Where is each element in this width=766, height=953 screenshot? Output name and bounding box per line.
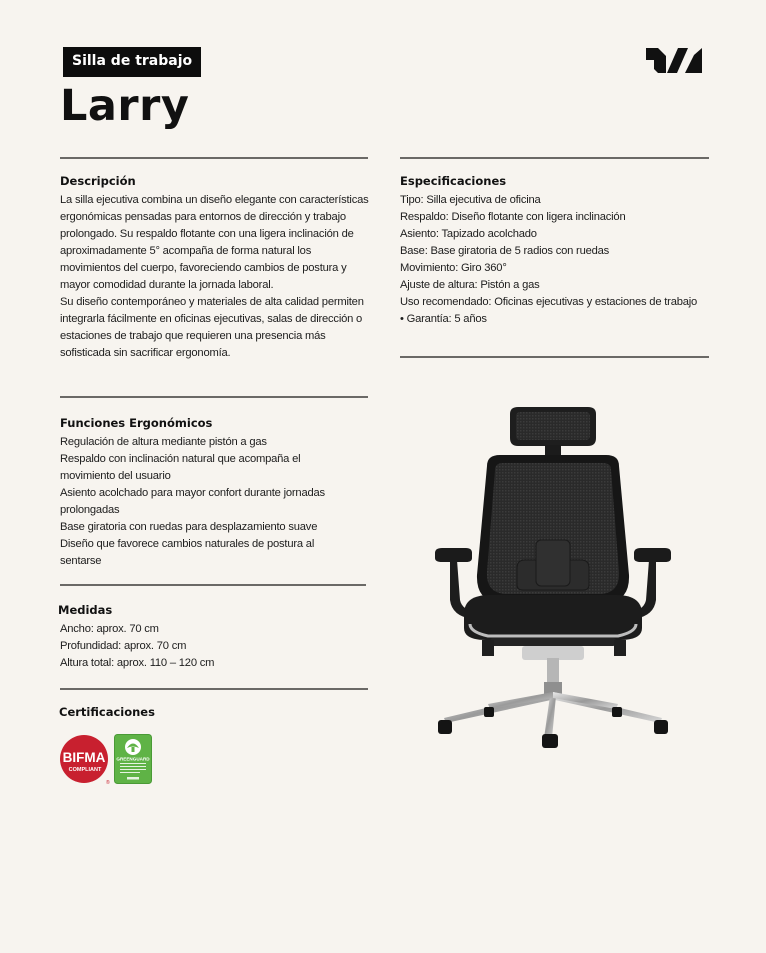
category-badge: Silla de trabajo [63,47,201,77]
bifma-label: BIFMA [62,750,106,765]
medidas-list [60,621,360,672]
spec-item: • Garantía: 5 años [400,313,487,325]
spec-item: Respaldo: Diseño flotante con ligera inclinación [400,211,626,223]
section-title-descripcion: Descripción [60,174,136,188]
funcion-item: Base giratoria con ruedas para desplazamiento suave [60,521,318,533]
divider [60,157,368,159]
section-title-medidas: Medidas [58,603,113,617]
bifma-registered-mark: ® [106,780,110,786]
greenguard-logo [114,734,152,784]
chair-image [430,400,676,760]
brand-logo-icon [646,48,702,73]
spec-item: Asiento: Tapizado acolchado [400,228,537,240]
product-title: Larry [60,81,190,131]
divider [60,396,368,398]
bifma-compliant-logo [59,734,111,786]
funcion-item: Respaldo con inclinación natural que acompaña el movimiento del usuario [60,453,301,482]
divider [400,157,709,159]
divider [60,688,368,690]
section-title-funciones: Funciones Ergonómicos [60,416,213,430]
medida-item: Altura total: aprox. 110 – 120 cm [60,657,215,669]
spec-item: Uso recomendado: Oficinas ejecutivas y estaciones de trabajo [400,296,698,308]
spec-item: Base: Base giratoria de 5 radios con ruedas [400,245,610,257]
divider [400,356,709,358]
medida-item: Profundidad: aprox. 70 cm [60,640,187,652]
funcion-item: Regulación de altura mediante pistón a gas [60,436,267,448]
descripcion-paragraph: Su diseño contemporáneo y materiales de alta calidad permiten integrarla fácilmente en oficinas ejecutivas, salas de dirección o estaciones de trabajo que requieren una presencia más sofisticada sin sacrificar ergonomía. [60,296,364,359]
divider [60,584,366,586]
section-title-especificaciones: Especificaciones [400,174,507,188]
funcion-item: Diseño que favorece cambios naturales de postura al sentarse [60,538,315,567]
especificaciones-list [400,192,700,328]
spec-item: Movimiento: Giro 360° [400,262,507,274]
spec-item: Tipo: Silla ejecutiva de oficina [400,194,541,206]
funcion-item: Asiento acolchado para mayor confort durante jornadas prolongadas [60,487,325,516]
greenguard-label: GREENGUARD [116,756,150,762]
spec-item: Ajuste de altura: Pistón a gas [400,279,540,291]
funciones-list [60,434,356,570]
descripcion-text [60,192,370,362]
section-title-certificaciones: Certificaciones [59,705,155,719]
bifma-compliant-label: COMPLIANT [68,767,102,773]
descripcion-paragraph: La silla ejecutiva combina un diseño elegante con características ergonómicas pensadas para entornos de dirección y trabajo prolongado. Su respaldo flotante con una ligera inclinación de aproximadamente 5° acompaña de forma natural los movimientos del cuerpo, favoreciendo cambios de postura y mayor comodidad durante la jornada laboral. [60,194,369,291]
medida-item: Ancho: aprox. 70 cm [60,623,159,635]
